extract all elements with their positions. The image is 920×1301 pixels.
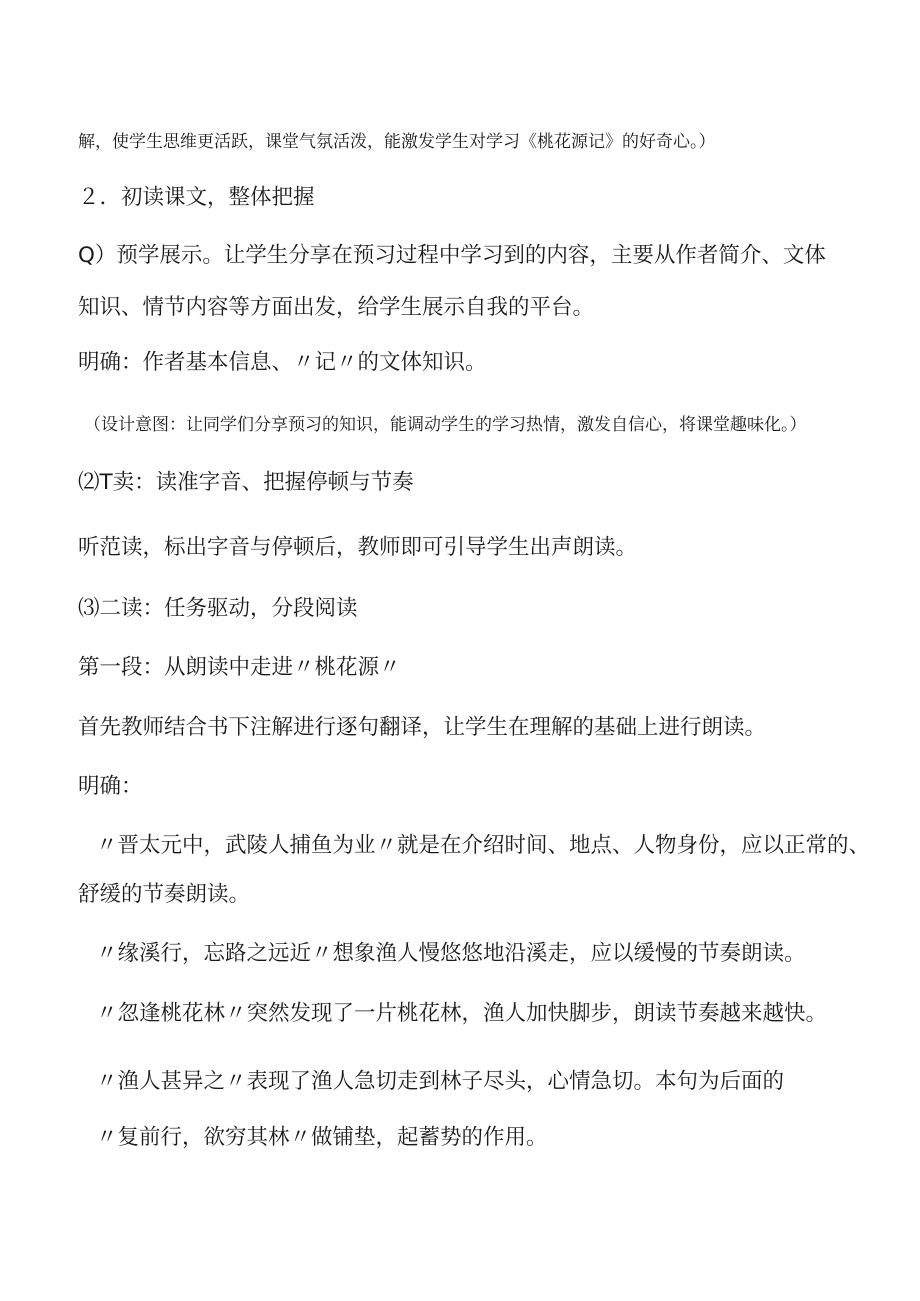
text-line: 解，使学生思维更活跃，课堂气氛活泼，能激发学生对学习《桃花源记》的好奇心。） — [78, 132, 716, 152]
text-line: 〃缘溪行，忘路之远近〃想象渔人慢悠悠地沿溪走，应以缓慢的节奏朗读。 — [96, 941, 806, 966]
text-line: 舒缓的节奏朗读。 — [78, 882, 251, 907]
subsection-heading: ⑵T卖：读准字音、把握停顿与节奏 — [78, 470, 414, 495]
text-line: 明确：作者基本信息、〃记〃的文体知识。 — [78, 350, 487, 375]
design-intent-note: （设计意图：让同学们分享预习的知识，能调动学生的学习热情，激发自信心，将课堂趣味化。） — [84, 415, 807, 435]
text-line: 首先教师结合书下注解进行逐句翻译，让学生在理解的基础上进行朗读。 — [78, 715, 767, 740]
text-line: 〃忽逢桃花林〃突然发现了一片桃花林，渔人加快脚步，朗读节奏越来越快。 — [96, 1001, 828, 1026]
text-line: 听范读，标出字音与停顿后，教师即可引导学生出声朗读。 — [78, 535, 638, 560]
paragraph-heading: 第一段：从朗读中走进〃桃花源〃 — [78, 655, 401, 680]
text-line: 明确： — [78, 774, 143, 799]
text-line: 〃晋太元中，武陵人捕鱼为业〃就是在介绍时间、地点、人物身份，应以正常的、 — [96, 833, 871, 858]
subsection-heading: ⑶二读：任务驱动，分段阅读 — [78, 596, 358, 621]
text-line: 〃复前行，欲穷其林〃做铺垫，起蓄势的作用。 — [96, 1125, 548, 1150]
text-line: 〃渔人甚异之〃表现了渔人急切走到林子尽头，心情急切。本句为后面的 — [96, 1069, 785, 1094]
text-line: Q）预学展示。让学生分享在预习过程中学习到的内容，主要从作者简介、文体 — [78, 243, 826, 268]
text-line: 知识、情节内容等方面出发，给学生展示自我的平台。 — [78, 295, 595, 320]
section-heading: ２．初读课文，整体把握 — [78, 185, 315, 210]
